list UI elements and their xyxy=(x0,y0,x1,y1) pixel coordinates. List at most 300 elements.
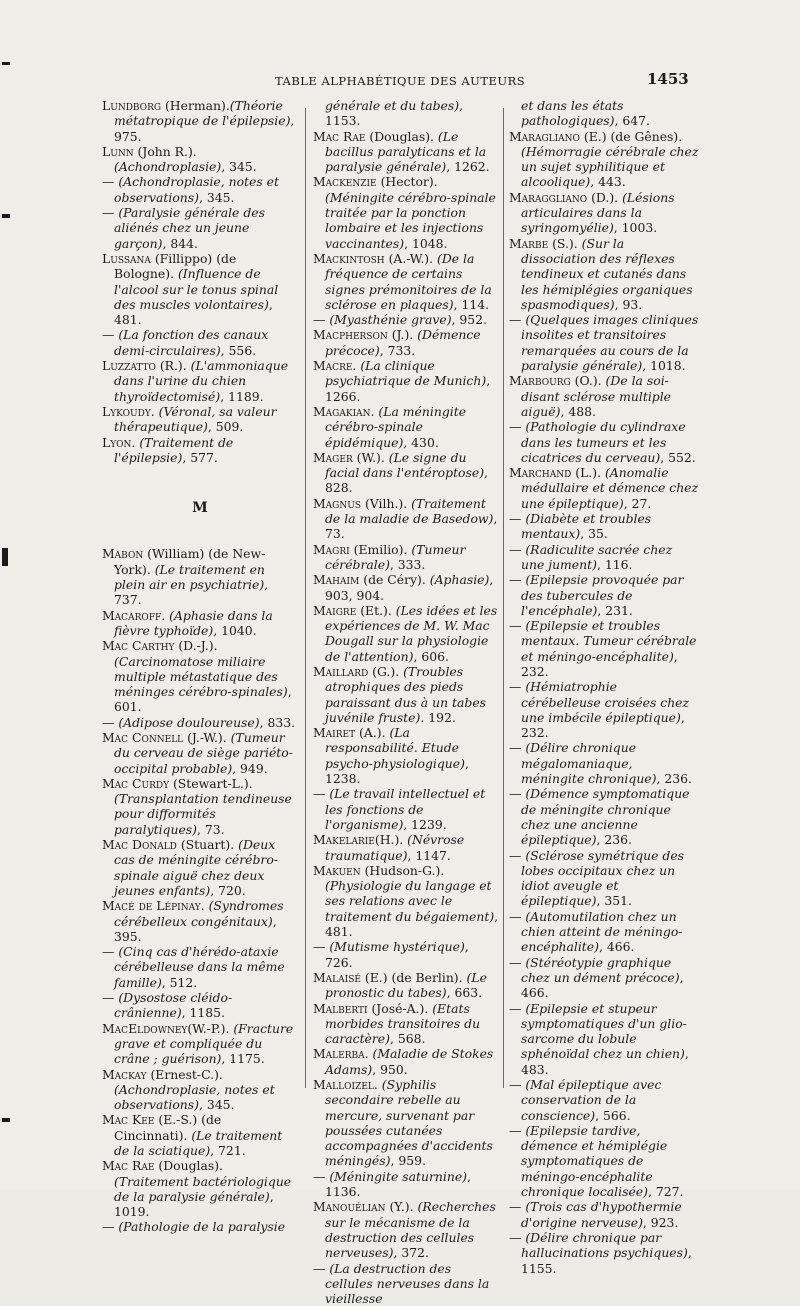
entry-rest: (R.). xyxy=(155,358,191,374)
page-number: 1453 xyxy=(647,70,689,88)
entry-tail: , 351. xyxy=(596,893,632,909)
entry-rest: (Et.). xyxy=(356,602,396,618)
entry-title: (Epilepsie et troubles mentaux. Tumeur cérébrale et méningo-encéphalite) xyxy=(521,618,697,664)
index-entry xyxy=(509,98,699,129)
entry-rest: (Hudson-G.). xyxy=(360,862,445,878)
entry-tail: , 481. xyxy=(114,296,273,328)
entry-tail: , 231. xyxy=(597,602,633,618)
index-entry xyxy=(102,1067,298,1113)
index-entry xyxy=(313,832,499,863)
entry-rest: (José-A.). xyxy=(367,1000,433,1016)
entry-title: (Le traitement de la sciatique) xyxy=(114,1127,283,1158)
index-entry xyxy=(509,236,699,312)
entry-name: Magnus xyxy=(313,495,362,511)
entry-tail: , 606. xyxy=(413,648,449,664)
index-entry xyxy=(509,1199,699,1230)
entry-title: (Le traitement en plein air en psychiatrie) xyxy=(114,561,265,593)
entry-rest: . xyxy=(131,434,140,450)
index-entry xyxy=(313,542,499,573)
entry-tail: , 568. xyxy=(389,1031,426,1047)
entry-title: (Influence de l'alcool sur le tonus spinal des muscles volontaires) xyxy=(114,266,279,312)
entry-tail: , 844. xyxy=(162,235,198,251)
entry-rest: — xyxy=(102,205,119,221)
index-entry xyxy=(313,358,499,404)
entry-rest: . xyxy=(200,898,209,914)
entry-title: (La destruction des cellules nerveuses dans la vieillesse xyxy=(325,1260,490,1306)
entry-tail: , 35. xyxy=(580,526,608,542)
entry-rest: (G.). xyxy=(368,663,404,679)
entry-name: Mac Rae xyxy=(102,1158,155,1174)
entry-rest: — xyxy=(102,944,119,960)
entry-name: Marchand xyxy=(509,465,572,481)
index-entry xyxy=(313,312,499,327)
entry-title: (Diabète et troubles mentaux) xyxy=(521,511,652,542)
entry-tail: , 1239. xyxy=(403,816,447,832)
index-entry xyxy=(102,98,298,144)
index-entry xyxy=(102,144,298,175)
entry-tail: , 481. xyxy=(325,908,499,940)
entry-title: (De la fréquence de certains signes prémonitoires de la sclérose en plaques) xyxy=(325,250,492,312)
margin-mark xyxy=(2,62,10,65)
entry-tail: , 345. xyxy=(198,1097,235,1113)
index-entry xyxy=(509,618,699,679)
entry-tail: , 1238. xyxy=(325,755,469,787)
entry-title: (Syndromes cérébelleux congénitaux) xyxy=(114,898,284,929)
entry-tail: , 663. xyxy=(446,985,483,1001)
entry-rest: — xyxy=(509,312,526,328)
entry-rest: — xyxy=(102,714,119,730)
entry-name: Mackenzie xyxy=(313,174,377,190)
entry-tail: , 975. xyxy=(114,113,295,144)
entry-tail: , 720. xyxy=(210,882,246,898)
entry-rest: — xyxy=(102,174,119,190)
entry-rest: (Douglas). xyxy=(154,1158,223,1174)
running-title: TABLE ALPHABÉTIQUE DES AUTEURS xyxy=(275,74,526,88)
entry-rest: (W.-P.). xyxy=(187,1020,234,1036)
entry-rest: — xyxy=(313,939,330,955)
entry-title: (Epilepsie et stupeur symptomatiques d'un glio-sarcome du lobule sphénoïdal chez un chien) xyxy=(521,1000,687,1062)
entry-name: Macre xyxy=(313,358,353,374)
entry-tail: , 601. xyxy=(114,684,292,715)
entry-rest: — xyxy=(313,312,330,328)
entry-tail: , 1189. xyxy=(220,388,264,404)
entry-title: (Quelques images cliniques insolites et transitoires remarquées au cours de la paralysie générale) xyxy=(521,312,699,374)
index-entry xyxy=(313,450,499,496)
entry-tail: , 721. xyxy=(210,1143,246,1158)
index-entry xyxy=(313,174,499,250)
entry-title: (Le pronostic du tabes) xyxy=(325,969,487,1001)
index-entry xyxy=(102,837,298,898)
entry-rest: . xyxy=(150,403,159,419)
entry-name: Maigre xyxy=(313,602,357,618)
index-entry xyxy=(509,465,699,511)
entry-rest: . xyxy=(161,607,170,623)
entry-rest: — xyxy=(509,1122,526,1138)
entry-tail: , 466. xyxy=(598,939,635,955)
entry-title: (La clinique psychiatrique de Munich) xyxy=(325,358,487,389)
entry-rest: (Stuart). xyxy=(176,837,239,853)
entry-title: (Aphasie) xyxy=(429,572,490,588)
index-entry xyxy=(102,715,298,730)
entry-title: (Hémorragie cérébrale chez un sujet syphilitique et alcoolique) xyxy=(521,143,699,190)
entry-title: (Carcinomatose miliaire multiple métastatique des méninges cérébro-spinales) xyxy=(114,653,288,700)
index-entry xyxy=(313,664,499,725)
entry-tail: , 647. xyxy=(614,113,650,129)
index-entry xyxy=(509,572,699,618)
entry-title: (Traitement bactériologique de la paralysie générale) xyxy=(114,1173,292,1204)
entry-rest: (Ernest-C.). xyxy=(146,1066,223,1082)
entry-title: (Syphilis secondaire rebelle au mercure, survenant par poussées cutanées accompagnées d'accidents méningés) xyxy=(325,1077,493,1169)
entry-rest: . xyxy=(370,403,379,419)
entry-rest: (D.-J.). xyxy=(174,638,218,654)
entry-tail: , 923. xyxy=(642,1214,679,1230)
entry-tail: , 345. xyxy=(198,189,235,205)
entry-tail: , 903, 904. xyxy=(325,572,494,603)
entry-tail: , 1147. xyxy=(407,847,451,863)
entry-rest: — xyxy=(509,847,526,863)
entry-rest: — xyxy=(509,511,526,527)
entry-title: (Mutisme hystérique) xyxy=(329,939,465,955)
entry-tail: , 232. xyxy=(521,648,678,679)
index-entry xyxy=(509,1230,699,1276)
entry-title: (Stéréotypie graphique chez un dément précoce) xyxy=(521,954,680,985)
entry-title: (Traitement de la maladie de Basedow) xyxy=(325,495,494,527)
entry-name: Mahaim xyxy=(313,572,360,588)
entry-rest: — xyxy=(102,327,119,343)
entry-rest: (W.). xyxy=(352,449,389,465)
margin-mark xyxy=(2,1118,10,1122)
entry-title: (Cinq cas d'hérédo-ataxie cérébelleuse dans la même famille) xyxy=(114,944,285,990)
entry-title: (Transplantation tendineuse pour difformités paralytiques) xyxy=(114,791,292,837)
entry-tail: , 333. xyxy=(389,556,426,572)
entry-title: (Achondroplasie, notes et observations) xyxy=(114,174,279,205)
entry-name: Malloizel xyxy=(313,1077,374,1092)
entry-tail: , 236. xyxy=(596,832,632,848)
entry-title: (Troubles atrophiques des pieds paraissant dus à un tabes juvénile fruste) xyxy=(325,663,487,725)
entry-name: Maraggliano xyxy=(509,189,588,205)
index-column-1 xyxy=(102,98,298,1235)
entry-rest: — xyxy=(509,679,526,695)
entry-rest: — xyxy=(102,1219,119,1235)
entry-tail: , 727. xyxy=(647,1184,684,1200)
entry-title: (Mal épileptique avec conservation de la conscience) xyxy=(521,1077,662,1123)
entry-title: générale et du tabes) xyxy=(325,98,460,113)
entry-rest: — xyxy=(313,786,330,802)
entry-rest: — xyxy=(313,1260,330,1276)
entry-name: Lunn xyxy=(102,143,134,159)
entry-rest: — xyxy=(509,541,526,557)
index-entry xyxy=(102,1219,298,1234)
entry-name: Luzzatto xyxy=(102,358,156,374)
entry-name: Mabon xyxy=(102,546,144,562)
entry-title: (De la soi-disant sclérose multiple aiguë) xyxy=(521,373,672,419)
entry-title: (Le travail intellectuel et les fonctions de l'organisme) xyxy=(325,786,486,832)
entry-title: (Délire chronique mégalomaniaque, méningite chronique) xyxy=(521,740,657,787)
entry-tail: , 1155. xyxy=(521,1245,692,1276)
entry-rest: (Vilh.). xyxy=(361,495,412,511)
entry-tail: , 1185. xyxy=(181,1005,226,1021)
entry-title: (Adipose douloureuse) xyxy=(118,714,260,730)
index-entry xyxy=(313,863,499,939)
entry-title: (Véronal, sa valeur thérapeutique) xyxy=(114,403,277,435)
entry-tail: , 512. xyxy=(161,974,198,990)
entry-title: (Sur la dissociation des réflexes tendineux et cutanés dans les hémiplégies organiques spasmodiques) xyxy=(521,235,693,312)
entry-tail: , 372. xyxy=(393,1245,429,1261)
entry-tail: , 395. xyxy=(114,913,277,944)
entry-title: (Le signe du facial dans l'entéroptose) xyxy=(325,449,485,481)
entry-rest: (A.-W.). xyxy=(384,250,438,266)
entry-tail: , 1266. xyxy=(325,373,491,404)
entry-rest: (de Céry). xyxy=(359,572,430,588)
entry-rest: — xyxy=(509,1077,526,1092)
index-entry xyxy=(102,990,298,1021)
entry-title: (Théorie métatropique de l'épilepsie) xyxy=(114,98,291,129)
entry-name: Mairet xyxy=(313,725,356,741)
index-entry xyxy=(509,1077,699,1123)
entry-title: (Tumeur du cerveau de siège pariéto-occipital probable) xyxy=(114,729,293,776)
entry-tail: , 27. xyxy=(623,495,652,511)
entry-name: Mac Carthy xyxy=(102,638,175,654)
entry-rest: (S.). xyxy=(548,235,582,251)
entry-tail: , 1175. xyxy=(221,1051,265,1067)
entry-tail: , 566. xyxy=(595,1107,631,1123)
entry-tail: , 556. xyxy=(220,342,257,358)
entry-rest: (L.). xyxy=(571,465,605,481)
entry-name: Mac Curdy xyxy=(102,775,170,791)
entry-name: Mackay xyxy=(102,1066,147,1082)
entry-name: Makuen xyxy=(313,862,361,878)
index-entry xyxy=(509,542,699,573)
index-entry xyxy=(509,909,699,955)
entry-title: (Névrose traumatique) xyxy=(325,832,465,863)
index-entry xyxy=(102,546,298,607)
entry-name: Malerba xyxy=(313,1046,365,1062)
entry-title: (Démence précoce) xyxy=(325,327,481,358)
index-entry xyxy=(102,205,298,251)
entry-rest: — xyxy=(509,1229,526,1245)
entry-title: (Epilepsie provoquée par des tubercules de l'encéphale) xyxy=(521,572,684,618)
index-entry xyxy=(509,848,699,909)
entry-rest: — xyxy=(509,954,526,970)
entry-rest: — xyxy=(509,908,526,924)
index-entry xyxy=(313,603,499,664)
entry-tail: , 726. xyxy=(325,939,469,970)
entry-rest: — xyxy=(509,572,526,588)
index-entry xyxy=(313,1077,499,1169)
entry-rest: (J.). xyxy=(387,327,418,343)
entry-name: Lundborg xyxy=(102,98,162,113)
entry-title: (Fracture grave et compliquée du crâne ; guérison) xyxy=(114,1020,294,1067)
entry-name: Maillard xyxy=(313,663,369,679)
entry-title: (Etats morbides transitoires du caractère) xyxy=(325,1000,481,1047)
entry-title: (Délire chronique par hallucinations psychiques) xyxy=(521,1229,688,1261)
index-entry xyxy=(102,1021,298,1067)
index-column-3 xyxy=(509,98,699,1276)
section-letter: M xyxy=(192,500,208,517)
entry-tail: , 345. xyxy=(221,159,257,175)
entry-name: Magakian xyxy=(313,403,371,419)
entry-title: (Paralysie générale des aliénés chez un jeune garçon) xyxy=(114,205,265,251)
entry-title: (Physiologie du langage et ses relations avec le traitement du bégaiement) xyxy=(325,878,495,924)
entry-title: (Myasthénie grave) xyxy=(329,312,452,328)
column-rule xyxy=(503,108,504,1088)
entry-rest: — xyxy=(509,1000,526,1016)
entry-rest: (Herman). xyxy=(161,98,230,113)
index-entry xyxy=(313,1046,499,1077)
entry-name: Manouélian xyxy=(313,1199,386,1215)
entry-name: Lussana xyxy=(102,250,151,266)
index-entry xyxy=(509,786,699,847)
entry-tail: , 114. xyxy=(453,296,490,312)
entry-rest: — xyxy=(509,618,526,634)
entry-tail: , 950. xyxy=(372,1061,408,1077)
entry-tail: , 488. xyxy=(560,403,596,419)
entry-rest: — xyxy=(102,990,119,1006)
index-entry xyxy=(102,251,298,327)
entry-title: (Méningite cérébro-spinale traitée par la ponction lombaire et les injections vaccinantes) xyxy=(325,189,496,251)
entry-tail: , 1040. xyxy=(213,622,257,638)
entry-name: Lykoudy xyxy=(102,403,151,419)
index-entry xyxy=(509,190,699,236)
entry-name: Mager xyxy=(313,449,353,465)
index-entry xyxy=(509,740,699,786)
entry-rest: — xyxy=(509,419,526,435)
index-entry xyxy=(102,404,298,435)
entry-rest: . xyxy=(373,1077,382,1092)
index-entry xyxy=(102,776,298,837)
index-entry xyxy=(102,174,298,205)
index-entry xyxy=(509,419,699,465)
index-entry xyxy=(509,373,699,419)
index-entry xyxy=(509,129,699,190)
entry-tail: , 73. xyxy=(196,821,225,837)
entry-tail: , 236. xyxy=(656,771,692,787)
index-entry xyxy=(102,608,298,639)
entry-title: (Hémiatrophie cérébelleuse croisées chez une imbécile épileptique) xyxy=(521,679,690,725)
entry-title: (Achondroplasie) xyxy=(114,159,222,175)
index-entry xyxy=(102,358,298,404)
entry-name: Malaisé xyxy=(313,969,361,985)
entry-title: et dans les états pathologiques) xyxy=(521,98,624,129)
index-entry xyxy=(313,251,499,312)
index-entry xyxy=(102,327,298,358)
entry-title: (Pathologie du cylindraxe dans les tumeurs et les cicatrices du cerveau) xyxy=(521,419,686,465)
entry-name: Mac Donald xyxy=(102,837,177,853)
entry-tail: , 833. xyxy=(259,714,296,730)
index-entry xyxy=(313,496,499,542)
index-entry xyxy=(313,129,499,175)
index-entry xyxy=(509,511,699,542)
entry-title: (Deux cas de méningite cérébro-spinale aiguë chez deux jeunes enfants) xyxy=(114,837,279,898)
index-entry xyxy=(102,944,298,990)
entry-rest: . xyxy=(352,358,361,374)
entry-name: Malberti xyxy=(313,1000,368,1016)
index-entry xyxy=(313,725,499,786)
entry-title: (Pathologie de la paralysie xyxy=(118,1219,286,1235)
entry-tail: , 466. xyxy=(521,969,684,1001)
entry-rest: (Y.). xyxy=(385,1199,418,1215)
index-entry xyxy=(509,1123,699,1199)
index-entry xyxy=(313,404,499,450)
entry-title: (Recherches sur le mécanisme de la destruction des cellules nerveuses) xyxy=(325,1199,496,1261)
entry-rest: — xyxy=(509,786,526,802)
entry-title: (Achondroplasie, notes et observations) xyxy=(114,1081,275,1113)
index-entry xyxy=(102,898,298,944)
margin-mark xyxy=(2,548,8,566)
entry-name: Mac Connell xyxy=(102,729,184,745)
entry-title: (Le bacillus paralyticans et la paralysie générale) xyxy=(325,128,487,175)
entry-rest: (William) (de New-York). xyxy=(114,546,266,577)
entry-tail: , 577. xyxy=(182,449,218,465)
index-entry xyxy=(509,679,699,740)
entry-rest: — xyxy=(509,1199,526,1215)
entry-tail: , 430. xyxy=(403,434,439,450)
entry-tail: , 1153. xyxy=(325,98,463,129)
entry-title: (Méningite saturnine) xyxy=(329,1168,467,1184)
entry-name: Macpherson xyxy=(313,327,388,343)
index-entry xyxy=(313,939,499,970)
entry-title: (Anomalie médullaire et démence chez une épileptique) xyxy=(521,465,699,511)
entry-rest: (E.) (de Berlin). xyxy=(360,969,467,985)
entry-title: (Radiculite sacrée chez une jument) xyxy=(521,541,673,572)
entry-rest: . xyxy=(364,1046,373,1062)
entry-name: Marbe xyxy=(509,235,549,251)
entry-name: Magri xyxy=(313,541,350,557)
entry-tail: , 1048. xyxy=(404,235,448,251)
entry-tail: , 959. xyxy=(390,1153,426,1169)
entry-name: Maragliano xyxy=(509,128,580,144)
entry-title: (La méningite cérébro-spinale épidémique) xyxy=(325,403,467,450)
entry-name: Macé de Lépinay xyxy=(102,898,201,914)
entry-tail: , 443. xyxy=(590,174,626,190)
entry-rest: (Fillippo) (de Bologne). xyxy=(114,250,237,282)
entry-tail: , 552. xyxy=(660,449,696,465)
entry-title: (Tumeur cérébrale) xyxy=(325,541,466,572)
entry-tail: , 1018. xyxy=(642,358,686,374)
entry-rest: (E.) (de Gênes). xyxy=(579,128,683,144)
margin-mark xyxy=(2,214,10,218)
entry-name: Lyon xyxy=(102,434,132,450)
index-entry xyxy=(102,1112,298,1158)
entry-title: (Traitement de l'épilepsie) xyxy=(114,434,234,465)
entry-tail: , 737. xyxy=(114,577,269,608)
entry-tail: , 733. xyxy=(379,342,416,358)
entry-rest: (Emilio). xyxy=(349,541,412,557)
entry-tail: , 952. xyxy=(451,312,487,328)
entry-title: (L'ammoniaque dans l'urine du chien thyroïdectomisé) xyxy=(114,358,289,404)
entry-rest: (D.). xyxy=(587,189,623,205)
entry-name: Mac Kee xyxy=(102,1112,155,1128)
entry-rest: (J.-W.). xyxy=(183,729,231,745)
entry-rest: (Stewart-L.). xyxy=(169,775,253,791)
entry-tail: , 483. xyxy=(521,1046,689,1077)
entry-rest: (A.). xyxy=(355,725,390,741)
entry-rest: — xyxy=(313,1168,330,1184)
index-entry xyxy=(313,572,499,603)
entry-title: (Aphasie dans la fièvre typhoïde) xyxy=(114,607,273,638)
entry-tail: , 509. xyxy=(207,419,244,435)
entry-title: (Automutilation chez un chien atteint de méningo-encéphalite) xyxy=(521,908,683,955)
entry-tail: , 1262. xyxy=(446,159,490,175)
entry-name: Mac Rae xyxy=(313,128,366,144)
entry-rest: (Hector). xyxy=(376,174,438,190)
entry-title: (La fonction des canaux demi-circulaires) xyxy=(114,327,269,358)
index-entry xyxy=(313,327,499,358)
entry-tail: . 192. xyxy=(420,709,456,725)
entry-tail: , 116. xyxy=(596,556,633,572)
entry-rest: — xyxy=(509,740,526,756)
entry-name: Mackintosh xyxy=(313,250,385,266)
